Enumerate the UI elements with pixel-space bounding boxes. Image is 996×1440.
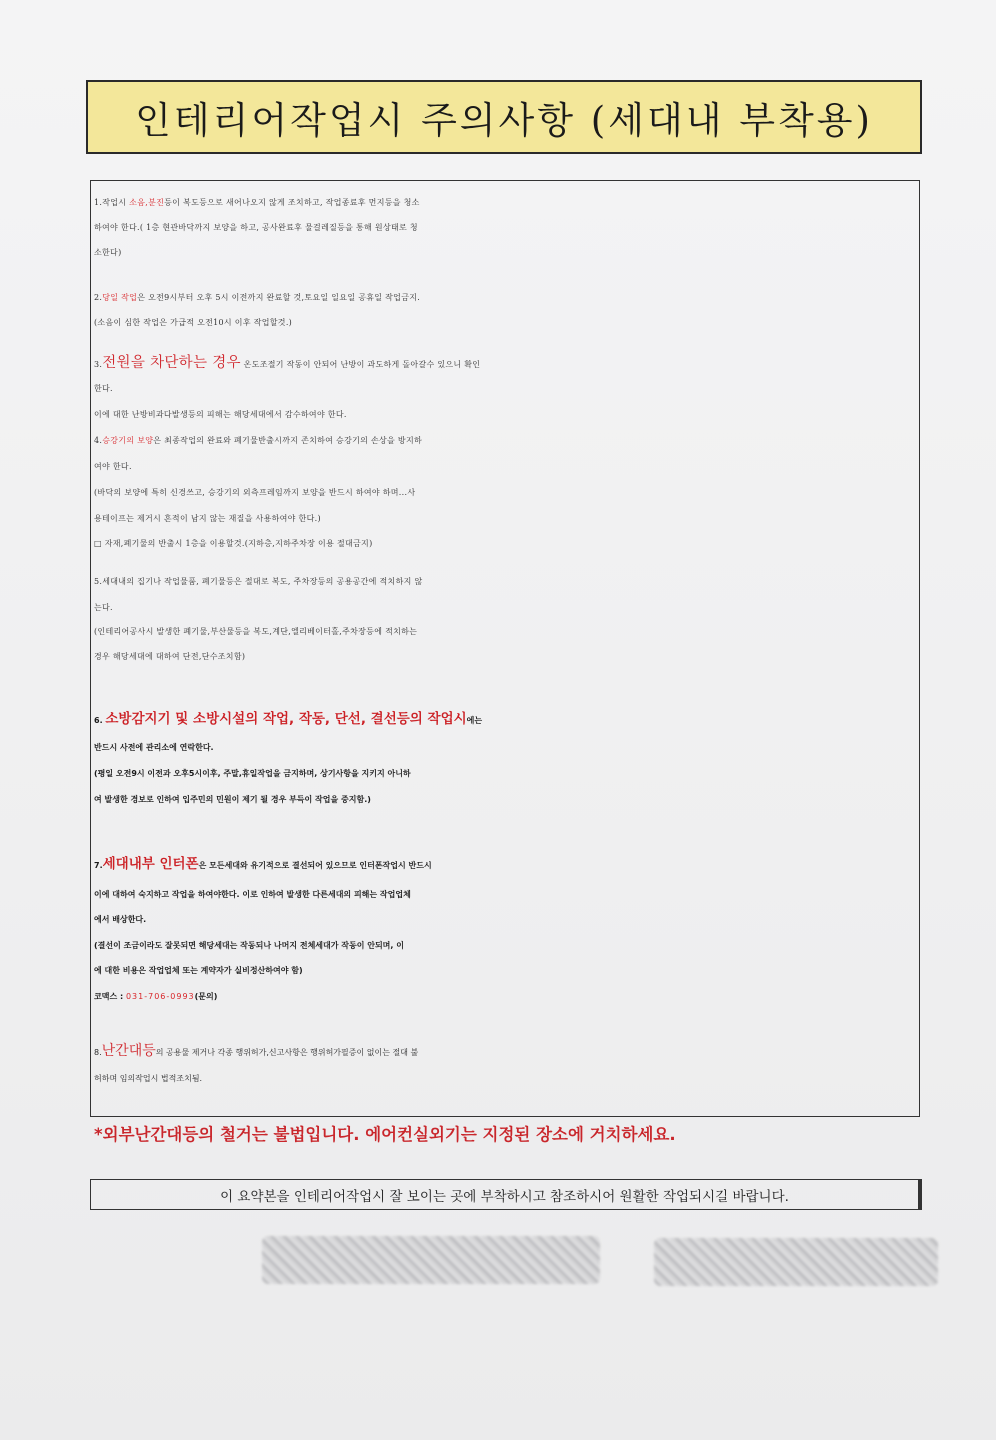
contact-label: 코맥스 :: [94, 992, 126, 1001]
item-7-line-3: 에서 배상한다.: [94, 915, 147, 924]
item-7-line-5: 에 대한 비용은 작업업체 또는 계약자가 실비정산하여야 함): [94, 966, 303, 975]
item-3-prefix: 3.: [94, 360, 103, 369]
item-6-line-1: [94, 708, 920, 732]
contact-phone: 031-706-0993: [125, 992, 195, 1001]
item-7-text: 은 모든세대와 유기적으로 결선되어 있으므로 인터폰작업시 반드시: [198, 861, 432, 870]
summary-text: 이 요약본을 인테리어작업시 잘 보이는 곳에 부착하시고 참조하시어 원활한 작업되시길 바랍니다.: [220, 1188, 789, 1205]
item-7-prefix: 7.: [94, 861, 103, 870]
item-7-line-1: [94, 853, 920, 877]
item-2-line-2: (소음이 심한 작업은 가급적 오전10시 이후 작업할것.): [94, 318, 293, 327]
title-box: [86, 80, 922, 154]
bottom-warning: *외부난간대등의 철거는 불법입니다. 에어컨실외기는 지정된 장소에 거치하세요.: [94, 1125, 676, 1144]
item-8-line-1: [94, 1040, 920, 1064]
item-3-line-3: 이에 대한 난방비과다발생등의 피해는 해당세대에서 감수하여야 한다.: [94, 410, 347, 419]
item-3-text: 온도조절기 작동이 안되어 난방이 과도하게 돌아갈수 있으니 확인: [240, 360, 481, 369]
item-6-prefix: 6.: [94, 716, 106, 725]
item-2-line-1: [94, 287, 920, 309]
item-3-line-1: [94, 352, 920, 376]
item-2-prefix: 2.: [94, 293, 103, 302]
item-3-line-2: 한다.: [94, 384, 113, 393]
item-6-text: 에는: [466, 716, 483, 725]
blurred-stamp-right: [654, 1238, 938, 1286]
item-1-line-3: 소한다): [94, 248, 122, 257]
item-4-line-1: [94, 430, 920, 452]
item-4-line-4: 용테이프는 제거시 흔적이 남지 않는 재질을 사용하여야 한다.): [94, 514, 321, 523]
item-1-line-1: [94, 192, 920, 214]
contact-suffix: (문의): [194, 992, 218, 1001]
item-8-highlight: 난간대등: [101, 1043, 156, 1059]
page-title: 인테리어작업시 주의사항 (세대내 부착용): [135, 99, 873, 142]
item-8-prefix: 8.: [94, 1048, 102, 1057]
item-5-line-1: 5.세대내의 집기나 작업물품, 폐기물등은 절대로 복도, 주차장등의 공용공간에 적치하지 않: [94, 577, 423, 586]
item-4-line-3: (바닥의 보양에 특히 신경쓰고, 승강기의 외측프레임까지 보양을 반드시 하여야 하며...사: [94, 488, 416, 497]
item-3-highlight: 전원을 차단하는 경우: [102, 355, 241, 371]
item-6-line-2: 반드시 사전에 관리소에 연락한다.: [94, 743, 214, 752]
item-1-prefix: 1.작업시: [94, 198, 130, 207]
item-7-line-2: 이에 대하여 숙지하고 작업을 하여야한다. 이로 인하여 발생한 다른세대의 피해는 작업업체: [94, 890, 411, 899]
blurred-stamp-left: [262, 1236, 600, 1284]
item-7-line-4: (결선이 조금이라도 잘못되면 해당세대는 작동되나 나머지 전체세대가 작동이 안되며, 이: [94, 941, 404, 950]
item-6-line-3: (평일 오전9시 이전과 오후5시이후, 주말,휴일작업을 금지하며, 상기사항을 지키지 아니하: [94, 769, 411, 778]
item-7-contact: [94, 986, 920, 1008]
item-1-highlight: 소음,분진: [129, 198, 165, 207]
item-4-prefix: 4.: [94, 436, 103, 445]
item-4-text: 은 최종작업의 완료와 폐기물반출시까지 존치하여 승강기의 손상을 방지하: [153, 436, 423, 445]
item-5-line-2: 는다.: [94, 603, 113, 612]
item-1-line-2: 하여야 한다.( 1층 현관바닥까지 보양을 하고, 공사완료후 물걸레질등을 통해 원상태로 청: [94, 223, 418, 232]
item-4-notice: □ 자재,폐기물의 반출시 1층을 이용할것.(지하층,지하주차장 이용 절대금지): [94, 539, 373, 548]
item-8-text: 의 공용물 제거나 각종 행위허가,신고사항은 행위허가필증이 없이는 절대 불: [155, 1048, 419, 1057]
item-7-highlight: 세대내부 인터폰: [102, 856, 199, 872]
item-4-highlight: 승강기의 보양: [102, 436, 154, 445]
item-1-text: 등이 복도등으로 새어나오지 않게 조치하고, 작업종료후 먼지등을 청소: [164, 198, 420, 207]
item-6-line-4: 여 발생한 경보로 인하여 입주민의 민원이 제기 될 경우 부득이 작업을 중지함.): [94, 795, 371, 804]
item-5-line-3: (인테리어공사시 발생한 폐기물,부산물등을 복도,계단,엘리베이터홀,주차장등에 적치하는: [94, 627, 418, 636]
item-8-line-2: 허하며 임의작업시 법적조치됨.: [94, 1074, 203, 1083]
item-4-line-2: 여야 한다.: [94, 462, 132, 471]
item-2-highlight: 당일 작업: [102, 293, 138, 302]
item-6-highlight: 소방감지기 및 소방시설의 작업, 작동, 단선, 결선등의 작업시: [105, 711, 467, 727]
item-5-line-4: 경우 해당세대에 대하여 단전,단수조치함): [94, 652, 246, 661]
item-2-text: 은 오전9시부터 오후 5시 이전까지 완료할 것,토요일 일요일 공휴일 작업금지.: [137, 293, 421, 302]
summary-box: [90, 1179, 922, 1210]
